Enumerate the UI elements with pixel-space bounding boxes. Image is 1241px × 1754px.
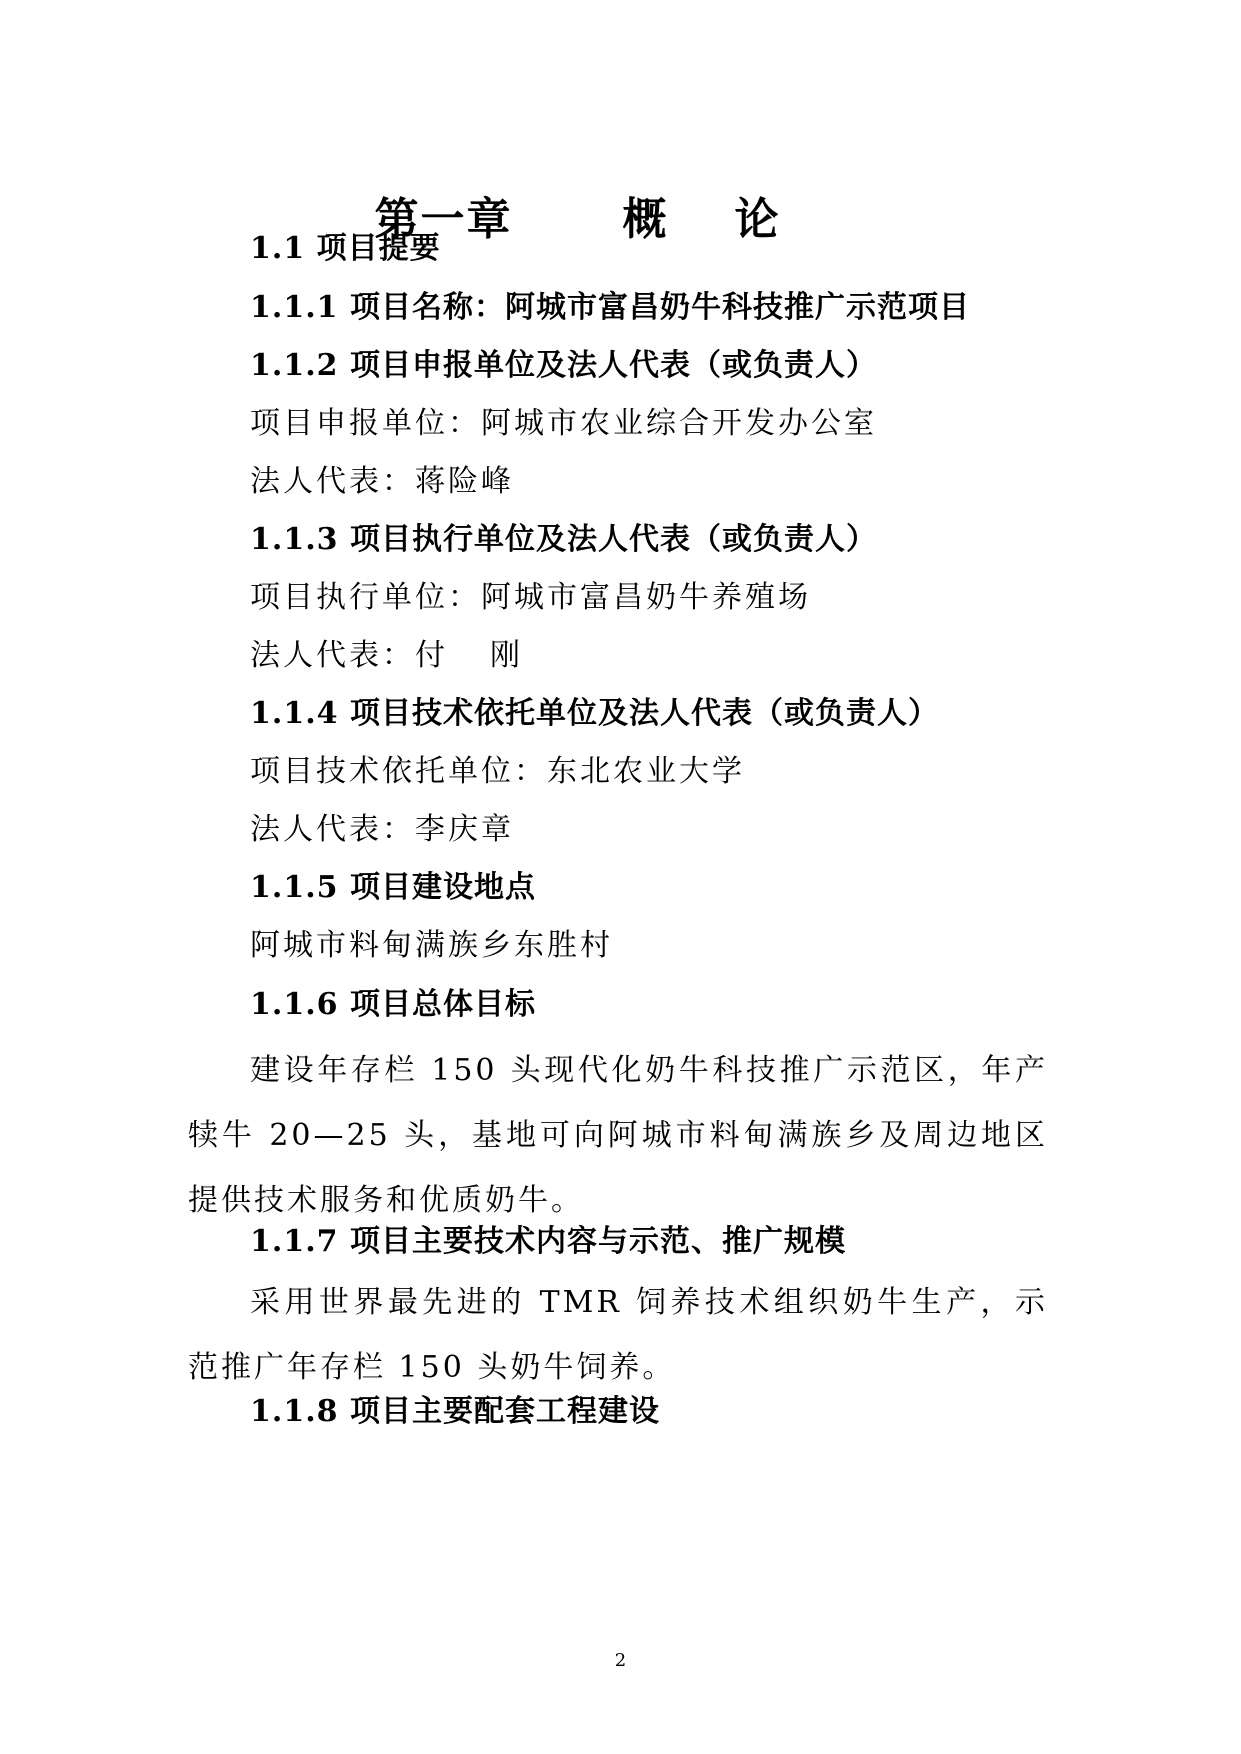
- applicant-unit: 项目申报单位：阿城市农业综合开发办公室: [250, 406, 877, 441]
- goal-paragraph: 建设年存栏 150 头现代化奶牛科技推广示范区，年产犊牛 20—25 头，基地可向阿城市料甸满族乡及周边地区提供技术服务和优质奶牛。: [188, 1053, 1048, 1218]
- heading-technical-scale: 1.1.7 项目主要技术内容与示范、推广规模: [250, 1224, 846, 1259]
- heading-project-name: 1.1.1 项目名称：阿城市富昌奶牛科技推广示范项目: [250, 290, 970, 325]
- executor-unit: 项目执行单位：阿城市富昌奶牛养殖场: [250, 580, 811, 615]
- location-text: 阿城市料甸满族乡东胜村: [250, 928, 613, 963]
- heading-location: 1.1.5 项目建设地点: [250, 870, 536, 905]
- executor-rep-label: 法人代表：付: [250, 638, 448, 673]
- technical-support-unit: 项目技术依托单位：东北农业大学: [250, 754, 745, 789]
- technical-support-representative: 法人代表：李庆章: [250, 812, 514, 847]
- chapter-number: 第一章: [374, 194, 513, 245]
- chapter-title-char-2: 论: [734, 194, 781, 245]
- heading-overall-goal: 1.1.6 项目总体目标: [250, 987, 536, 1022]
- heading-supporting-works: 1.1.8 项目主要配套工程建设: [250, 1394, 660, 1429]
- applicant-representative: 法人代表：蒋险峰: [250, 464, 514, 499]
- section-heading-project-summary: 1.1 项目提要: [250, 231, 441, 266]
- chapter-title: [0, 192, 1155, 248]
- page-number: 2: [614, 1650, 627, 1671]
- heading-technical-support: 1.1.4 项目技术依托单位及法人代表（或负责人）: [250, 696, 939, 731]
- chapter-title-char-1: 概: [622, 194, 669, 245]
- executor-rep-tail: 刚: [490, 638, 523, 673]
- heading-applicant: 1.1.2 项目申报单位及法人代表（或负责人）: [250, 348, 877, 383]
- executor-representative: [250, 636, 523, 676]
- scale-paragraph: 采用世界最先进的 TMR 饲养技术组织奶牛生产，示范推广年存栏 150 头奶牛饲养。: [188, 1285, 1048, 1385]
- heading-executor: 1.1.3 项目执行单位及法人代表（或负责人）: [250, 522, 877, 557]
